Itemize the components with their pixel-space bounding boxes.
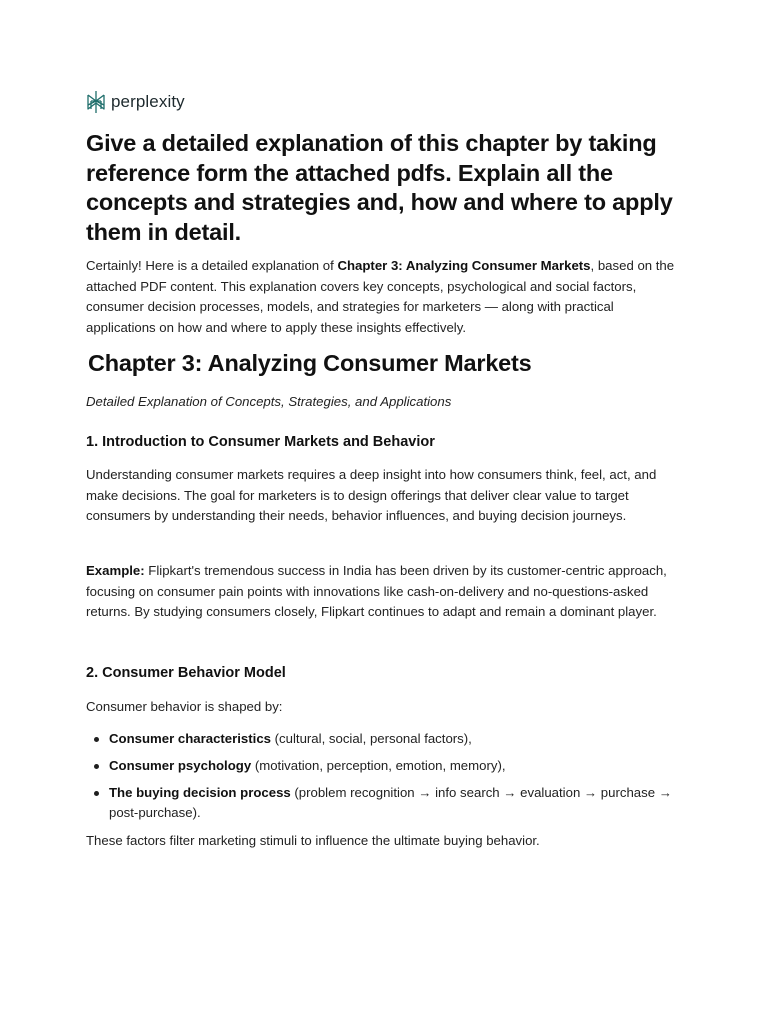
intro-paragraph	[86, 256, 686, 338]
section-2-closing: These factors filter marketing stimuli to influence the ultimate buying behavior.	[86, 833, 540, 848]
list-item-text: (problem recognition → info search → evaluation → purchase → post-purchase).	[109, 785, 672, 820]
list-item	[86, 729, 686, 749]
list-item	[86, 783, 686, 823]
section-1-heading: 1. Introduction to Consumer Markets and Behavior	[86, 434, 435, 450]
section-1-body: Understanding consumer markets requires a deep insight into how consumers think, feel, act, and make decisions. The goal for marketers is to design offerings that deliver clear value to target consumers by understanding their needs, behavior influences, and buying decision journeys.	[86, 467, 657, 523]
intro-text-before: Certainly! Here is a detailed explanation of	[86, 258, 338, 273]
chapter-title: Chapter 3: Analyzing Consumer Markets	[88, 350, 532, 376]
perplexity-logo-icon	[86, 90, 106, 114]
example-paragraph	[86, 561, 686, 623]
example-body: Flipkart's tremendous success in India has been driven by its customer-centric approach, focusing on consumer pain points with innovations like cash-on-delivery and no-questions-asked returns. By studying consumers closely, Flipkart continues to adapt and remain a dominant player.	[86, 563, 667, 619]
list-item-bold: Consumer characteristics	[109, 731, 271, 746]
list-item-bold: The buying decision process	[109, 785, 291, 800]
brand-name: perplexity	[111, 92, 185, 111]
question-heading: Give a detailed explanation of this chapter by taking reference form the attached pdfs. Explain all the concepts and strategies and, how and where to apply them in detail.	[86, 130, 673, 245]
brand-logo	[86, 90, 185, 114]
example-label: Example:	[86, 563, 145, 578]
chapter-subtitle: Detailed Explanation of Concepts, Strategies, and Applications	[86, 394, 452, 409]
list-item-bold: Consumer psychology	[109, 758, 252, 773]
list-item-text: (cultural, social, personal factors),	[271, 731, 472, 746]
list-item	[86, 756, 686, 776]
list-item-text: (motivation, perception, emotion, memory),	[251, 758, 506, 773]
intro-bold-chapter: Chapter 3: Analyzing Consumer Markets	[337, 258, 591, 273]
section-2-heading: 2. Consumer Behavior Model	[86, 665, 286, 681]
behavior-factors-list	[86, 729, 686, 830]
intro-text-after: , based on the attached PDF content. This explanation covers key concepts, psychological and social factors, consumer decision processes, models, and strategies for marketers — along with practical applications on how and where to apply these insights effectively.	[86, 258, 675, 335]
section-2-lead: Consumer behavior is shaped by:	[86, 699, 283, 714]
